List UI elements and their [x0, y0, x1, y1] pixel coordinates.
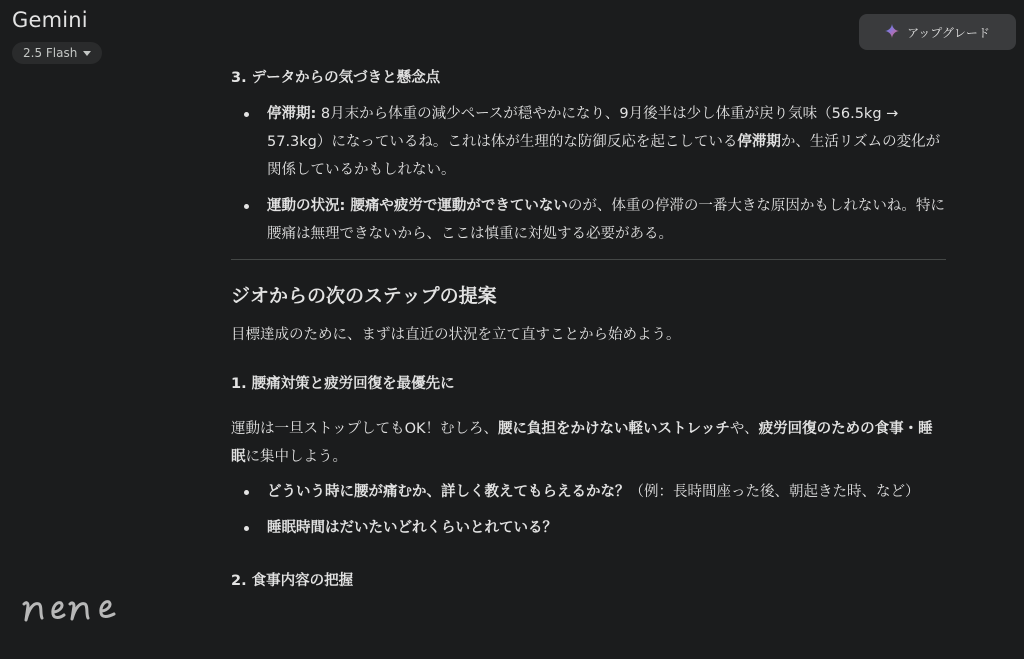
upgrade-button[interactable]: [859, 14, 1016, 50]
upgrade-label: アップグレード: [907, 25, 990, 40]
step1-heading: 1. 腰痛対策と疲労回復を最優先に: [231, 376, 455, 392]
next-steps-intro: 目標達成のために、まずは直近の状況を立て直すことから始めよう。: [231, 327, 681, 343]
response-content: [231, 64, 946, 595]
section3-heading: 3. データからの気づきと懸念点: [231, 70, 441, 86]
list-item: 停滞期: 8月末から体重の減少ペースが穏やかになり、9月後半は少し体重が戻り気味（56.5kg → 57.3kg）になっているね。これは体が生理的な防御反応を起こしている停滞期か、生活リズムの変化が関係しているかもしれない。: [231, 100, 946, 184]
step1-text: 運動は一旦ストップしてもOK！むしろ、腰に負担をかけない軽いストレッチや、疲労回復のための食事・睡眠に集中しよう。: [231, 421, 933, 465]
divider: [231, 259, 946, 260]
sparkle-icon: [885, 24, 899, 41]
caret-down-icon: [83, 51, 91, 56]
model-label: 2.5 Flash: [23, 46, 78, 60]
list-item: どういう時に腰が痛むか、詳しく教えてもらえるかな？（例：長時間座った後、朝起きた時、など）: [231, 478, 946, 506]
list-item: 運動の状況: 腰痛や疲労で運動ができていないのが、体重の停滞の一番大きな原因かもしれないね。特に腰痛は無理できないから、ここは慎重に対処する必要がある。: [231, 192, 946, 248]
section3-list: [231, 100, 946, 248]
app-title: Gemini: [12, 8, 88, 32]
signature: [20, 584, 155, 630]
questions-list: [231, 478, 946, 542]
next-steps-heading: ジオからの次のステップの提案: [231, 285, 497, 307]
list-item: 睡眠時間はだいたいどれくらいとれている？: [231, 514, 946, 542]
step2-heading: 2. 食事内容の把握: [231, 573, 354, 589]
model-selector[interactable]: [12, 42, 102, 64]
